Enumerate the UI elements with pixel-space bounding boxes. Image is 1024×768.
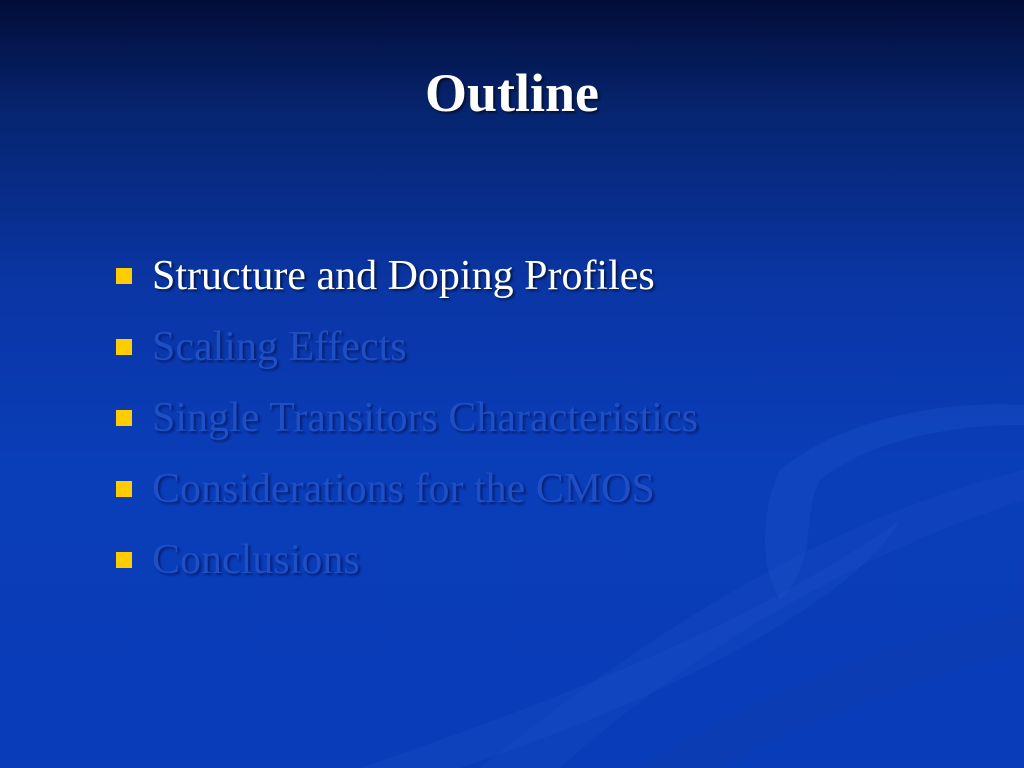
square-bullet-icon xyxy=(116,481,132,497)
square-bullet-icon xyxy=(116,552,132,568)
square-bullet-icon xyxy=(116,410,132,426)
bullet-text: Conclusions xyxy=(152,536,360,583)
bullet-item-considerations-for-the-cmos xyxy=(116,453,698,524)
bullet-text: Considerations for the CMOS xyxy=(152,465,655,512)
bullet-text: Single Transitors Characteristics xyxy=(152,394,698,441)
bullet-text: Structure and Doping Profiles xyxy=(152,252,655,299)
slide-title: Outline xyxy=(424,63,600,123)
square-bullet-icon xyxy=(116,268,132,284)
bullet-text: Scaling Effects xyxy=(152,323,407,370)
outline-bullet-list xyxy=(116,240,698,595)
bullet-item-structure-and-doping-profiles xyxy=(116,240,698,311)
square-bullet-icon xyxy=(116,339,132,355)
bullet-item-scaling-effects xyxy=(116,311,698,382)
bullet-item-single-transitors-characteristics xyxy=(116,382,698,453)
bullet-item-conclusions xyxy=(116,524,698,595)
